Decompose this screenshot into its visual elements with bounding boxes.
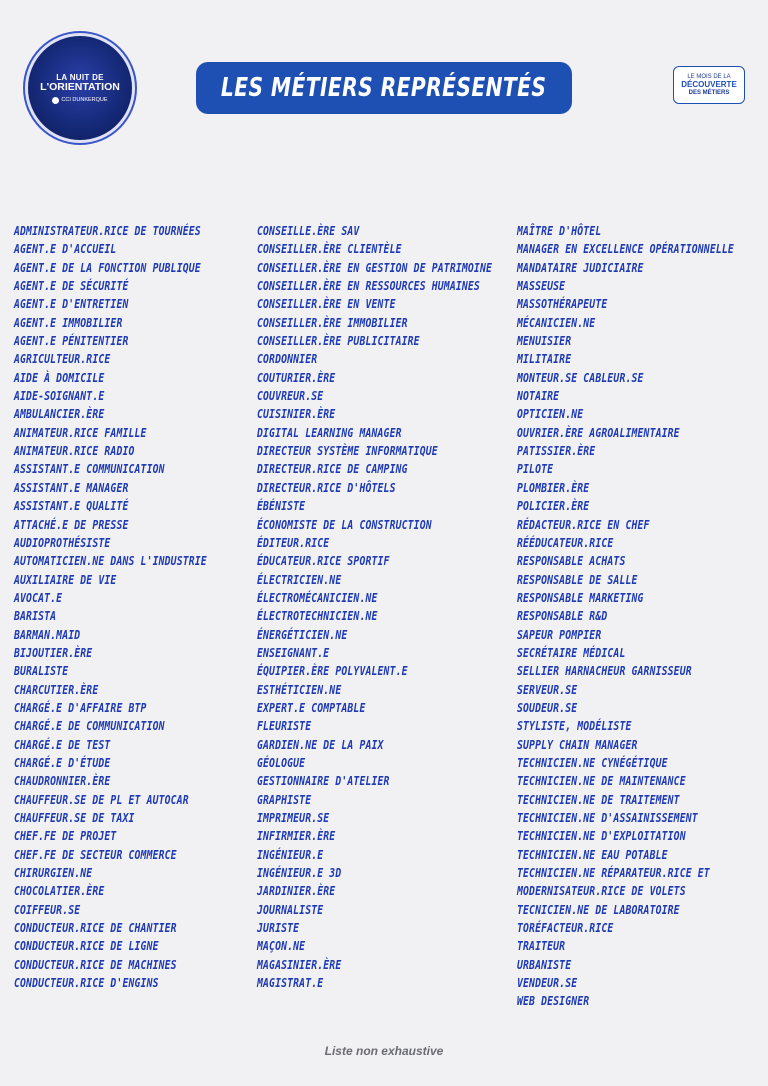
job-list-item: BURALISTE [14,663,69,679]
job-list-item: TRAITEUR [517,938,566,954]
job-list-item: ÉQUIPIER.ÈRE POLYVALENT.E [257,663,408,679]
job-list-item: ESTHÉTICIEN.NE [257,681,342,697]
job-list-item: GESTIONNAIRE D'ATELIER [257,773,390,789]
job-list-item: CONSEILLER.ÈRE EN RESSOURCES HUMAINES [257,278,480,294]
job-list-item: CONSEILLER.ÈRE CLIENTÈLE [257,241,402,257]
job-list-item: SELLIER HARNACHEUR GARNISSEUR [517,663,692,679]
job-list-item: OPTICIEN.NE [517,406,584,422]
job-list-item: TECHNICIEN.NE DE TRAITEMENT [517,791,680,807]
job-list-item: URBANISTE [517,956,572,972]
job-list-item: CHARGÉ.E D'ÉTUDE [14,754,111,770]
job-list-item: TECHNICIEN.NE CYNÉGÉTIQUE [517,754,668,770]
job-list-item: MÉCANICIEN.NE [517,314,596,330]
job-list-item: ASSISTANT.E MANAGER [14,479,129,495]
job-list-item: AVOCAT.E [14,589,63,605]
job-list-item: JARDINIER.ÈRE [257,883,336,899]
logo-right-line3: DES MÉTIERS [688,90,730,96]
job-list-item: CONDUCTEUR.RICE DE CHANTIER [14,920,177,936]
jobs-column-1 [14,222,261,992]
cci-icon [52,97,59,104]
logo-left-line3 [52,97,107,104]
job-list-item: TECNICIEN.NE DE LABORATOIRE [517,901,680,917]
job-list-item: NOTAIRE [517,388,560,404]
job-list-item: DIGITAL LEARNING MANAGER [257,424,402,440]
logo-left-line3-text: CCI DUNKERQUE [61,97,108,103]
job-list-item: AIDE-SOIGNANT.E [14,388,105,404]
logo-left-line2: L'ORIENTATION [40,80,120,93]
job-list-item: RÉÉDUCATEUR.RICE [517,534,614,550]
job-list-item: GÉOLOGUE [257,754,306,770]
job-list-item: CONSEILLER.ÈRE PUBLICITAIRE [257,333,420,349]
nuit-orientation-logo [28,36,132,140]
job-list-item: MAGASINIER.ÈRE [257,956,342,972]
job-list-item: AGENT.E DE SÉCURITÉ [14,278,129,294]
job-list-item: CHARGÉ.E DE TEST [14,736,111,752]
job-list-item: COIFFEUR.SE [14,901,81,917]
job-list-item: BARISTA [14,608,57,624]
job-list-item: SUPPLY CHAIN MANAGER [517,736,638,752]
job-list-item: AGENT.E D'ENTRETIEN [14,296,129,312]
job-list-item: OUVRIER.ÈRE AGROALIMENTAIRE [517,424,680,440]
job-list-item: ÉBÉNISTE [257,498,306,514]
job-list-item: CONSEILLER.ÈRE IMMOBILIER [257,314,408,330]
job-list-item: MASSOTHÉRAPEUTE [517,296,608,312]
job-list-item: AGRICULTEUR.RICE [14,351,111,367]
job-list-item: RESPONSABLE MARKETING [517,589,644,605]
job-list-item: ANIMATEUR.RICE RADIO [14,443,135,459]
job-list-item: DIRECTEUR SYSTÈME INFORMATIQUE [257,443,438,459]
job-list-item: CONDUCTEUR.RICE DE MACHINES [14,956,177,972]
job-list-item: AIDE À DOMICILE [14,369,105,385]
job-list-item: ATTACHÉ.E DE PRESSE [14,516,129,532]
job-list-item: AUXILIAIRE DE VIE [14,571,117,587]
job-list-item: MONTEUR.SE CABLEUR.SE [517,369,644,385]
job-list-item: COUVREUR.SE [257,388,324,404]
job-list-item: TECHNICIEN.NE DE MAINTENANCE [517,773,686,789]
job-list-item: JOURNALISTE [257,901,324,917]
job-list-item: ANIMATEUR.RICE FAMILLE [14,424,147,440]
job-list-item: CONSEILLE.ÈRE SAV [257,223,360,238]
job-list-item: ÉCONOMISTE DE LA CONSTRUCTION [257,516,432,532]
job-list-item: SOUDEUR.SE [517,699,578,715]
job-list-item: JURISTE [257,920,300,936]
job-list-item: MILITAIRE [517,351,572,367]
job-list-item: RESPONSABLE ACHATS [517,553,626,569]
job-list-item: MODERNISATEUR.RICE DE VOLETS [517,883,686,899]
job-list-item: CUISINIER.ÈRE [257,406,336,422]
job-list-item: STYLISTE, MODÉLISTE [517,718,632,734]
job-list-item: ÉLECTROMÉCANICIEN.NE [257,589,378,605]
job-list-item: INGÉNIEUR.E [257,846,324,862]
job-list-item: AMBULANCIER.ÈRE [14,406,105,422]
job-list-item: CONSEILLER.ÈRE EN GESTION DE PATRIMOINE [257,259,493,275]
job-list-item: CHEF.FE DE SECTEUR COMMERCE [14,846,177,862]
job-list-item: VENDEUR.SE [517,975,578,991]
job-list-item: RESPONSABLE DE SALLE [517,571,638,587]
mois-decouverte-logo [673,66,745,104]
job-list-item: RESPONSABLE R&D [517,608,608,624]
job-list-item: EXPERT.E COMPTABLE [257,699,366,715]
job-list-item: POLICIER.ÈRE [517,498,590,514]
job-list-item: FLEURISTE [257,718,312,734]
job-list-item: DIRECTEUR.RICE DE CAMPING [257,461,408,477]
logo-right-line2: DÉCOUVERTE [681,80,737,89]
job-list-item: MANAGER EN EXCELLENCE OPÉRATIONNELLE [517,241,734,257]
footer-note: Liste non exhaustive [324,1044,444,1058]
job-list-item: GRAPHISTE [257,791,312,807]
job-list-item: SECRÉTAIRE MÉDICAL [517,644,626,660]
job-list-item: PATISSIER.ÈRE [517,443,596,459]
job-list-item: CHIRURGIEN.NE [14,865,93,881]
job-list-item: BIJOUTIER.ÈRE [14,644,93,660]
job-list-item: MASSEUSE [517,278,566,294]
jobs-column-3 [517,222,768,1011]
job-list-item: MENUISIER [517,333,572,349]
job-list-item: SERVEUR.SE [517,681,578,697]
job-list-item: DIRECTEUR.RICE D'HÔTELS [257,479,396,495]
logo-left-line1: LA NUIT DE [56,72,104,82]
job-list-item: AGENT.E DE LA FONCTION PUBLIQUE [14,259,201,275]
job-list-item: CONDUCTEUR.RICE D'ENGINS [14,975,159,991]
job-list-item: AGENT.E PÉNITENTIER [14,333,129,349]
job-list-item: CHOCOLATIER.ÈRE [14,883,105,899]
page-title [196,62,572,114]
logo-right-line1: LE MOIS DE LA [687,74,731,80]
job-list-item: ÉDUCATEUR.RICE SPORTIF [257,553,390,569]
job-list-item: AGENT.E D'ACCUEIL [14,241,117,257]
job-list-item: WEB DESIGNER [517,993,590,1009]
job-list-item: CHAUFFEUR.SE DE TAXI [14,810,135,825]
job-list-item: COUTURIER.ÈRE [257,369,336,385]
job-list-item: CONSEILLER.ÈRE EN VENTE [257,296,396,312]
job-list-item: ENSEIGNANT.E [257,644,330,660]
job-list-item: ASSISTANT.E QUALITÉ [14,498,129,514]
job-list-item: TORÉFACTEUR.RICE [517,920,614,936]
job-list-item: AUTOMATICIEN.NE DANS L'INDUSTRIE [14,553,207,569]
job-list-item: ÉLECTROTECHNICIEN.NE [257,608,378,624]
job-list-item: ÉDITEUR.RICE [257,534,330,550]
job-list-item: IMPRIMEUR.SE [257,810,330,825]
job-list-item: PLOMBIER.ÈRE [517,479,590,495]
jobs-column-2 [257,222,558,992]
job-list-item: INFIRMIER.ÈRE [257,828,336,844]
job-list-item: CHARGÉ.E DE COMMUNICATION [14,718,165,734]
job-list-item: MANDATAIRE JUDICIAIRE [517,259,644,275]
job-list-item: MAGISTRAT.E [257,975,324,991]
job-list-item: RÉDACTEUR.RICE EN CHEF [517,516,650,532]
job-list-item: ÉLECTRICIEN.NE [257,571,342,587]
job-list-item: GARDIEN.NE DE LA PAIX [257,736,384,752]
job-list-item: TECHNICIEN.NE D'EXPLOITATION [517,828,686,844]
job-list-item: CHAUDRONNIER.ÈRE [14,773,111,789]
job-list-item: PILOTE [517,461,554,477]
job-list-item: ASSISTANT.E COMMUNICATION [14,461,165,477]
job-list-item: MAÇON.NE [257,938,306,954]
job-list-item: CHARGÉ.E D'AFFAIRE BTP [14,699,147,715]
job-list-item: SAPEUR POMPIER [517,626,602,642]
job-list-item: BARMAN.MAID [14,626,81,642]
job-list-item: AUDIOPROTHÉSISTE [14,534,111,550]
job-list-item: CHAUFFEUR.SE DE PL ET AUTOCAR [14,791,189,807]
job-list-item: AGENT.E IMMOBILIER [14,314,123,330]
job-list-item: CONDUCTEUR.RICE DE LIGNE [14,938,159,954]
job-list-item: CHEF.FE DE PROJET [14,828,117,844]
job-list-item: MAÎTRE D'HÔTEL [517,223,602,238]
job-list-item: TECHNICIEN.NE D'ASSAINISSEMENT [517,810,698,825]
job-list-item: INGÉNIEUR.E 3D [257,865,342,881]
page-title-text: LES MÉTIERS REPRÉSENTÉS [221,73,547,103]
job-list-item: CHARCUTIER.ÈRE [14,681,99,697]
job-list-item: TECHNICIEN.NE RÉPARATEUR.RICE ET [517,865,710,881]
job-list-item: ADMINISTRATEUR.RICE DE TOURNÉES [14,223,201,238]
job-list-item: ÉNERGÉTICIEN.NE [257,626,348,642]
job-list-item: CORDONNIER [257,351,318,367]
job-list-item: TECHNICIEN.NE EAU POTABLE [517,846,668,862]
